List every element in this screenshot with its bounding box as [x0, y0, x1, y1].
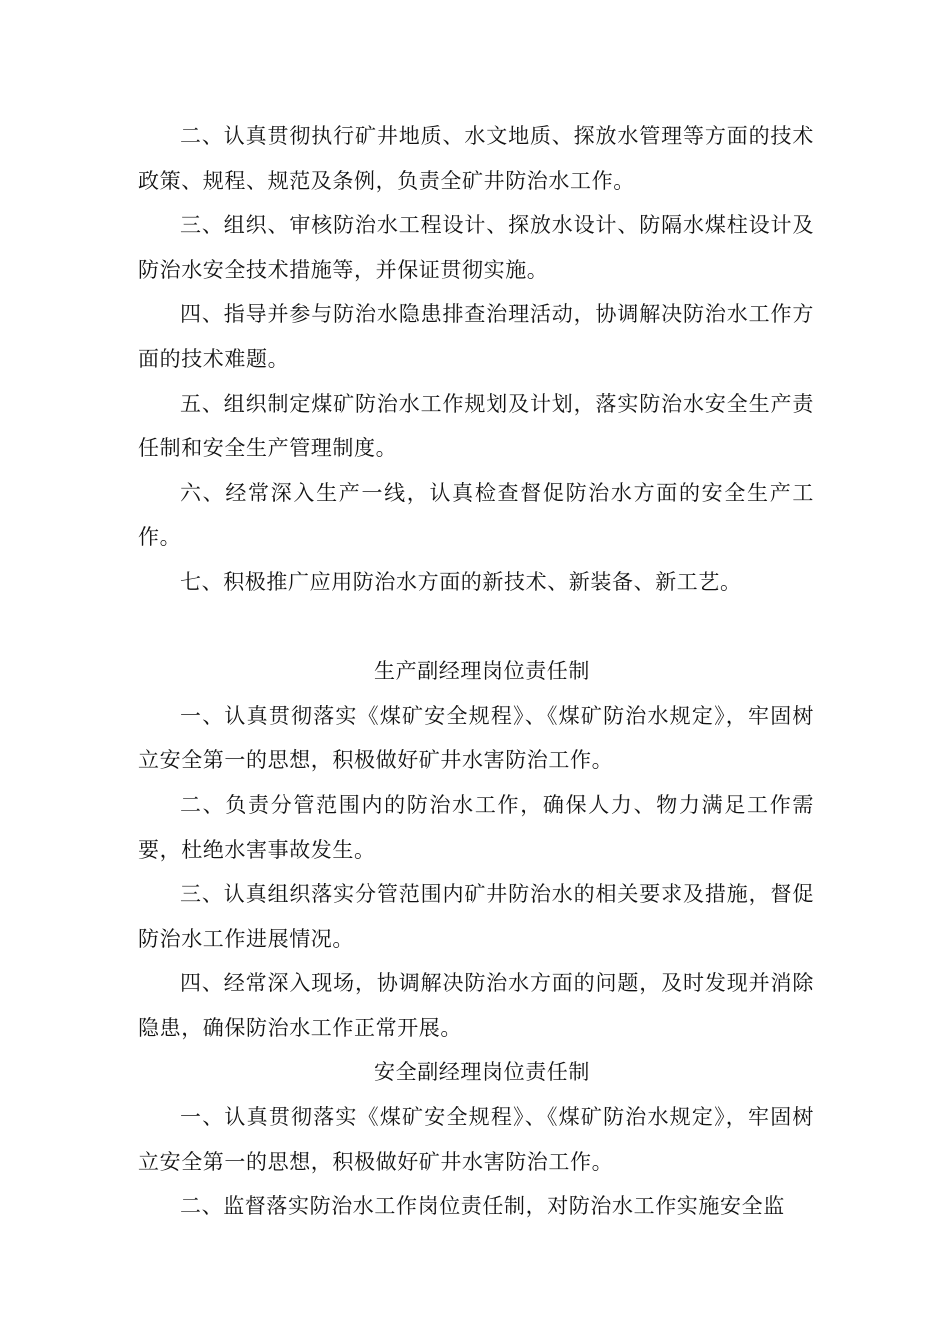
paragraph: 三、认真组织落实分管范围内矿井防治水的相关要求及措施，督促防治水工作进展情况。 [138, 882, 814, 951]
paragraph: 四、经常深入现场，协调解决防治水方面的问题，及时发现并消除隐患，确保防治水工作正常开展。 [138, 971, 814, 1040]
paragraph: 二、认真贯彻执行矿井地质、水文地质、探放水管理等方面的技术政策、规程、规范及条例，负责全矿井防治水工作。 [138, 124, 814, 193]
paragraph: 二、负责分管范围内的防治水工作，确保人力、物力满足工作需要，杜绝水害事故发生。 [138, 792, 814, 862]
paragraph: 三、组织、审核防治水工程设计、探放水设计、防隔水煤柱设计及防治水安全技术措施等，并保证贯彻实施。 [138, 213, 814, 282]
paragraph: 一、认真贯彻落实《煤矿安全规程》、《煤矿防治水规定》，牢固树立安全第一的思想，积极做好矿井水害防治工作。 [138, 703, 814, 773]
paragraph: 四、指导并参与防治水隐患排查治理活动，协调解决防治水工作方面的技术难题。 [138, 302, 814, 371]
paragraph: 六、经常深入生产一线，认真检查督促防治水方面的安全生产工作。 [138, 480, 814, 550]
document-body [138, 114, 814, 1229]
paragraph: 二、监督落实防治水工作岗位责任制，对防治水工作实施安全监 [180, 1194, 785, 1219]
paragraph: 一、认真贯彻落实《煤矿安全规程》、《煤矿防治水规定》，牢固树立安全第一的思想，积极做好矿井水害防治工作。 [138, 1105, 814, 1174]
section-heading-safety: 安全副经理岗位责任制 [374, 1060, 590, 1085]
paragraph: 七、积极推广应用防治水方面的新技术、新装备、新工艺。 [180, 569, 742, 594]
section-spacer [138, 605, 814, 650]
section-heading-production: 生产副经理岗位责任制 [374, 659, 590, 684]
paragraph: 五、组织制定煤矿防治水工作规划及计划，落实防治水安全生产责任制和安全生产管理制度。 [138, 391, 814, 461]
